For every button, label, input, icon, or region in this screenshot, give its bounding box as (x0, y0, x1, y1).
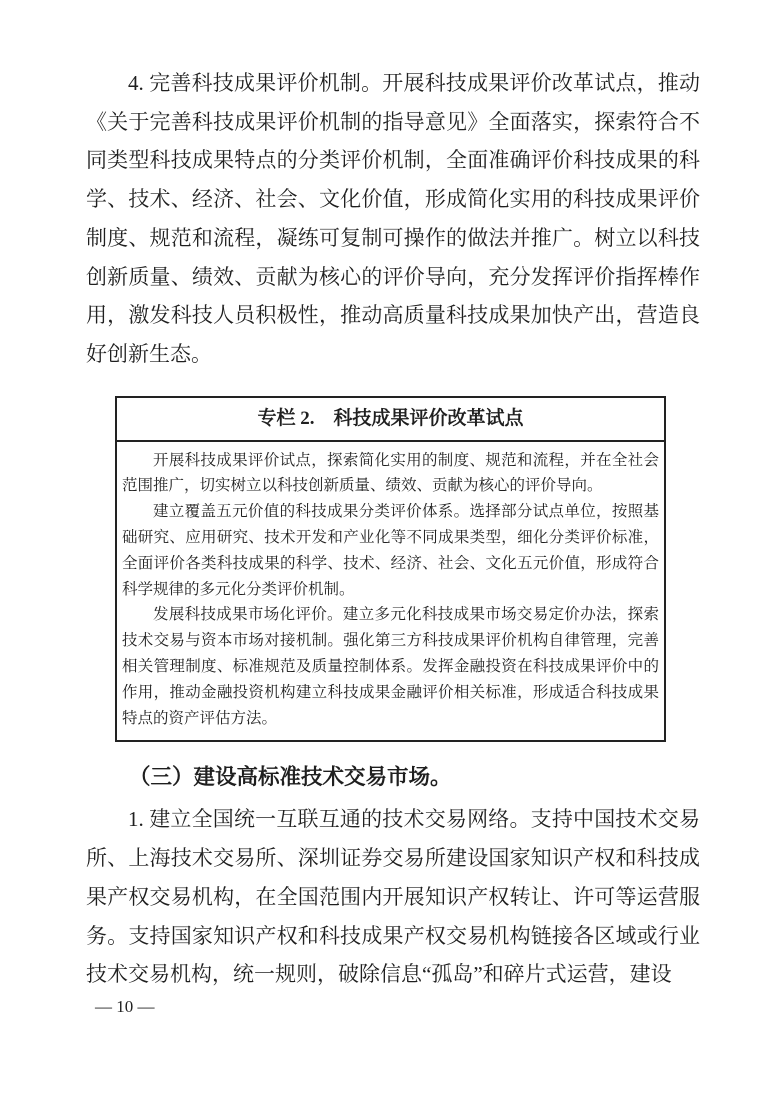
callout-box-pilot-program (115, 396, 666, 743)
callout-box-paragraph: 开展科技成果评价试点，探索简化实用的制度、规范和流程，并在全社会范围推广，切实树立以科技创新质量、绩效、贡献为核心的评价导向。 (122, 451, 659, 495)
section-heading-technology-trading-market: （三）建设高标准技术交易市场。 (129, 765, 452, 790)
callout-box-paragraph: 发展科技成果市场化评价。建立多元化科技成果市场交易定价办法，探索技术交易与资本市场对接机制。强化第三方科技成果评价机构自律管理，完善相关管理制度、标准规范及质量控制体系。发挥金融投资在科技成果评价中的作用，推动金融投资机构建立科技成果金融评价相关标准，形成适合科技成果特点的资产评估方法。 (122, 606, 659, 727)
page-number: — 10 — (95, 996, 155, 1016)
callout-box-paragraph: 建立覆盖五元价值的科技成果分类评价体系。选择部分试点单位，按照基础研究、应用研究、技术开发和产业化等不同成果类型，细化分类评价标准，全面评价各类科技成果的科学、技术、经济、社会、文化五元价值，形成符合科学规律的多元化分类评价机制。 (122, 503, 659, 598)
callout-box-title: 专栏 2. 科技成果评价改革试点 (117, 398, 664, 442)
paragraph-evaluation-mechanism: 4. 完善科技成果评价机制。开展科技成果评价改革试点，推动《关于完善科技成果评价机制的指导意见》全面落实，探索符合不同类型科技成果特点的分类评价机制，全面准确评价科技成果的科学、技术、经济、社会、文化价值，形成简化实用的科技成果评价制度、规范和流程，凝练可复制可操作的做法并推广。树立以科技创新质量、绩效、贡献为核心的评价导向，充分发挥评价指挥棒作用，激发科技人员积极性，推动高质量科技成果加快产出，营造良好创新生态。 (86, 71, 700, 366)
paragraph-technology-trading-network: 1. 建立全国统一互联互通的技术交易网络。支持中国技术交易所、上海技术交易所、深圳证券交易所建设国家知识产权和科技成果产权交易机构，在全国范围内开展知识产权转让、许可等运营服务。支持国家知识产权和科技成果产权交易机构链接各区域或行业技术交易机构，统一规则，破除信息“孤岛”和碎片式运营，建设 (86, 807, 700, 987)
callout-box-body (117, 442, 664, 741)
